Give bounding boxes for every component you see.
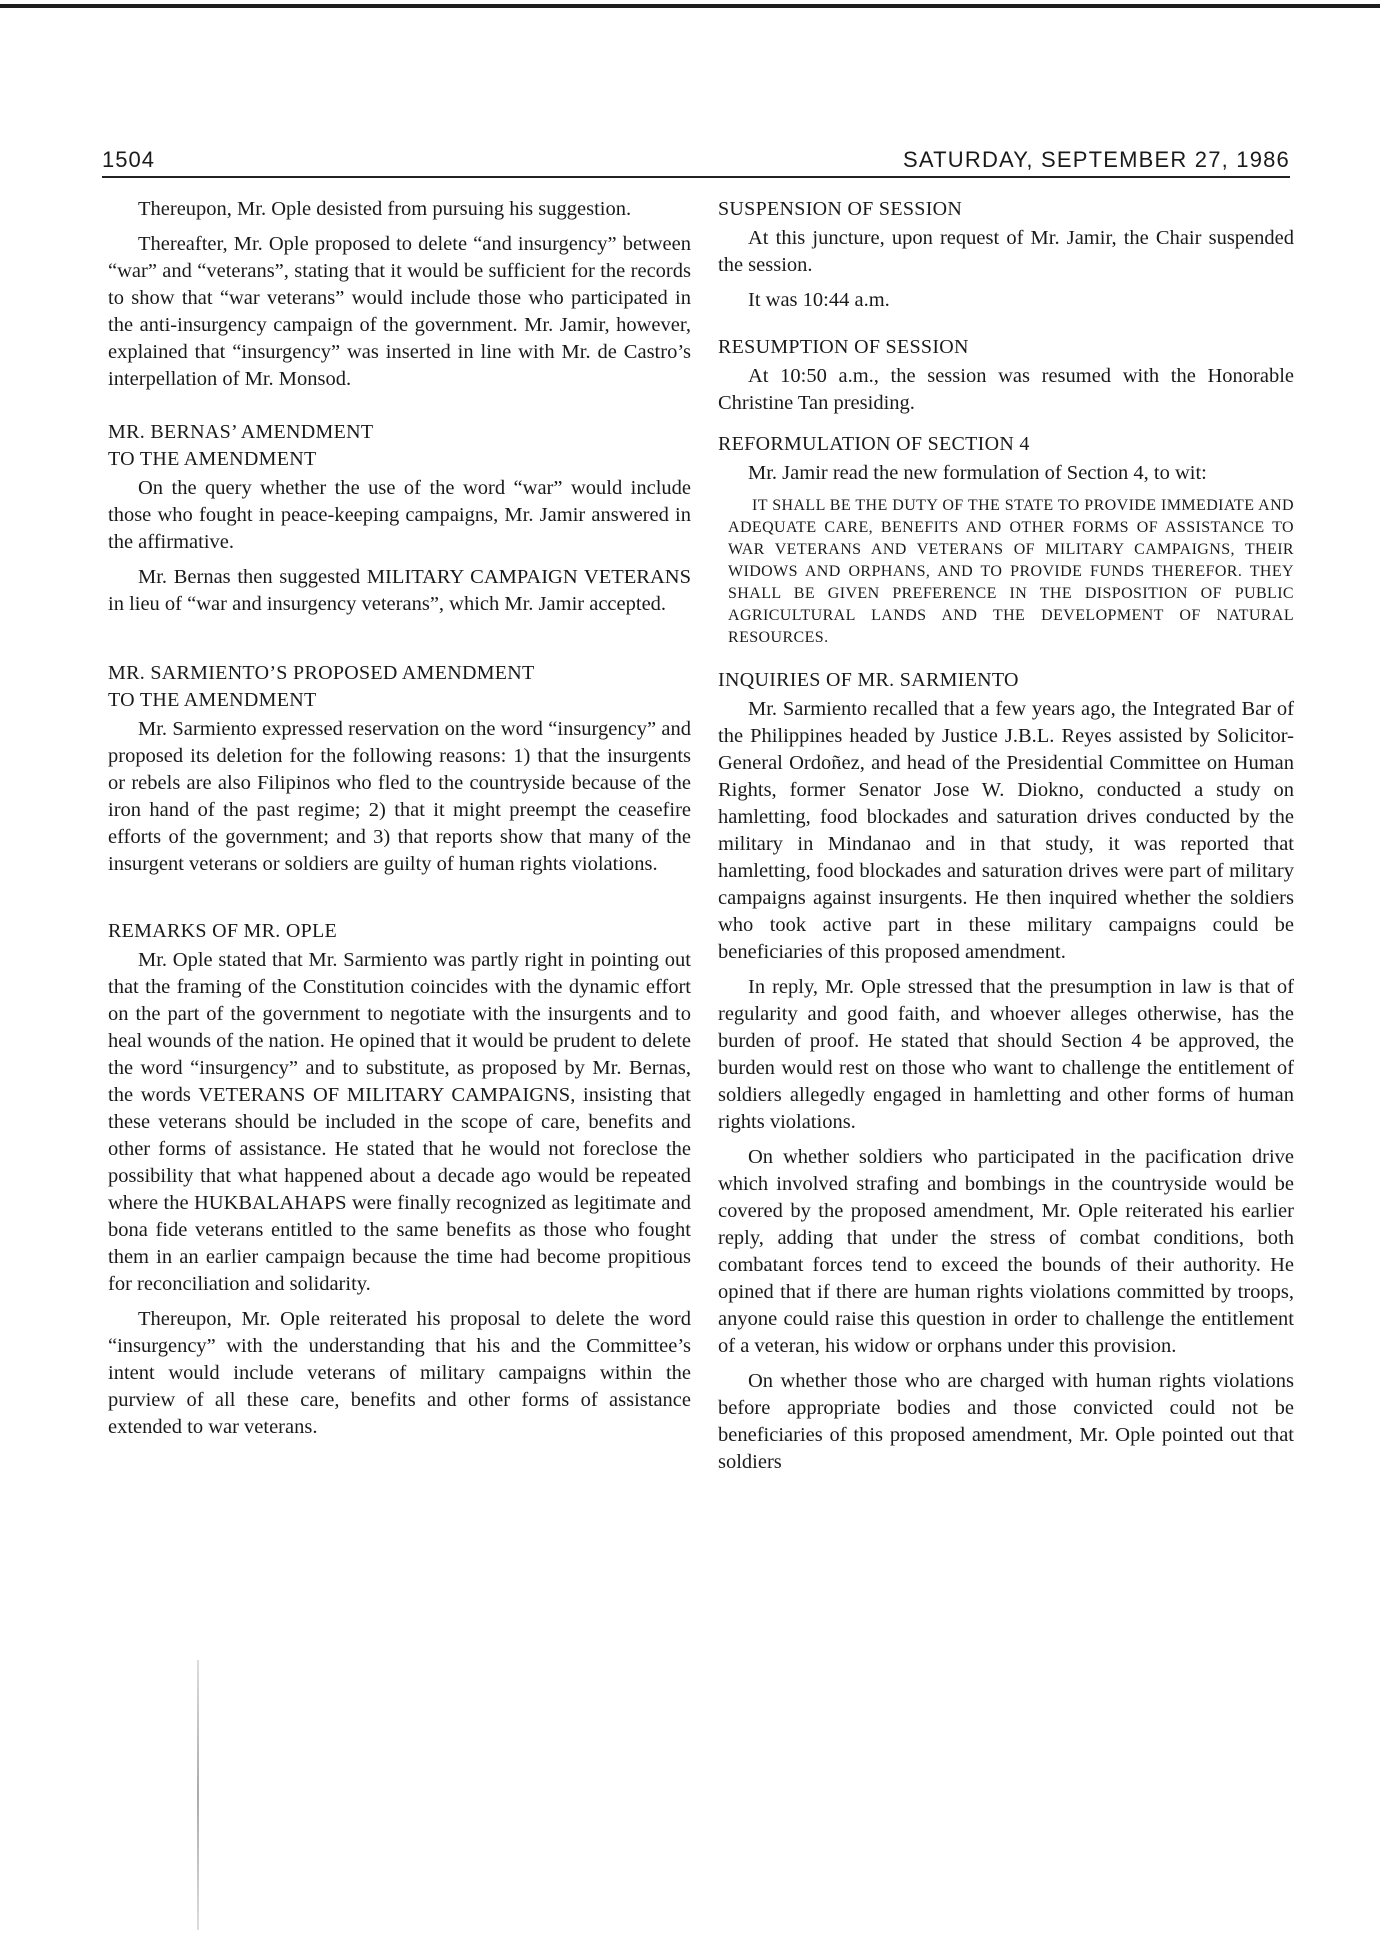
ople-remarks-paragraph-2: Thereupon, Mr. Ople reiterated his proposal to delete the word “insurgency” with the understanding that his and the Committee’s intent would include veterans of military campaigns within the purview of all these care, benefits and other forms of assistance extended to war veterans. xyxy=(108,1308,691,1438)
ople-remarks-paragraph-1: Mr. Ople stated that Mr. Sarmiento was partly right in pointing out that the framing of the Constitution coincides with the dynamic effort on the part of the government to negotiate with the insurgents and to heal wounds of the nation. He opined that it would be prudent to delete the word “insurgency” and to substitute, as proposed by Mr. Bernas, the words VETERANS OF MILITARY CAMPAIGNS, insisting that these veterans should be included in the scope of care, benefits and other forms of assistance. He stated that he would not foreclose the possibility that what happened about a decade ago would be repeated where the HUKBALAHAPS were finally recognized as legitimate and bona fide veterans entitled to the same benefits as those who fought them in an earlier campaign because the time had become propitious for reconciliation and solidarity. xyxy=(108,949,691,1295)
resumption-paragraph-1: At 10:50 a.m., the session was resumed with the Honorable Christine Tan presiding. xyxy=(718,365,1294,414)
right-column xyxy=(718,196,1294,1484)
sarmiento-amendment-paragraph-1: Mr. Sarmiento expressed reservation on the word “insurgency” and proposed its deletion for the following reasons: 1) that the insurgents or rebels are also Filipinos who fled to the countryside because of the iron hand of the past regime; 2) that it might preempt the ceasefire efforts of the government; and 3) that reports show that many of the insurgent veterans or soldiers are guilty of human rights violations. xyxy=(108,718,691,875)
resumption-heading: RESUMPTION OF SESSION xyxy=(718,336,969,358)
inquiries-paragraph-4: On whether those who are charged with human rights violations before appropriate bodies and those convicted could not be beneficiaries of this proposed amendment, Mr. Ople pointed out that soldiers xyxy=(718,1370,1294,1473)
sarmiento-amendment-heading xyxy=(108,660,691,714)
bernas-amendment-section xyxy=(108,419,691,618)
page-header xyxy=(102,142,1290,178)
header-date: SATURDAY, SEPTEMBER 27, 1986 xyxy=(903,147,1290,172)
ople-remarks-heading: REMARKS OF MR. OPLE xyxy=(108,920,338,942)
ople-remarks-section xyxy=(108,918,691,1441)
suspension-paragraph-2: It was 10:44 a.m. xyxy=(748,289,890,311)
inquiries-section xyxy=(718,667,1294,1476)
inquiries-paragraph-2: In reply, Mr. Ople stressed that the presumption in law is that of regularity and good faith, and whoever alleges otherwise, has the burden of proof. He stated that should Section 4 be approved, the burden would rest on those who want to challenge the entitlement of soldiers allegedly engaged in hamletting and other forms of human rights violations. xyxy=(718,976,1294,1133)
binding-scan-artifact xyxy=(197,1660,199,1930)
inquiries-paragraph-3: On whether soldiers who participated in the pacification drive which involved strafing and bombings in the countryside would be covered by the proposed amendment, Mr. Ople reiterated his earlier reply, adding that under the stress of combat conditions, both combatant forces tend to exceed the bounds of their authority. He opined that if there are human rights violations committed by troops, anyone could raise this question in order to challenge the entitlement of a veteran, his widow or orphans under this provision. xyxy=(718,1146,1294,1357)
bernas-heading-line-2: TO THE AMENDMENT xyxy=(108,448,317,470)
suspension-heading: SUSPENSION OF SESSION xyxy=(718,198,963,220)
bernas-paragraph-1: On the query whether the use of the word “war” would include those who fought in peace-keeping campaigns, Mr. Jamir answered in the affirmative. xyxy=(108,477,691,553)
suspension-section xyxy=(718,196,1294,314)
resumption-section xyxy=(718,334,1294,417)
reformulation-section xyxy=(718,431,1294,649)
sarmiento-heading-line-1: MR. SARMIENTO’S PROPOSED AMENDMENT xyxy=(108,662,535,684)
inquiries-heading: INQUIRIES OF MR. SARMIENTO xyxy=(718,669,1019,691)
intro-paragraph-1: Thereupon, Mr. Ople desisted from pursuing his suggestion. xyxy=(138,198,632,220)
bernas-paragraph-2: Mr. Bernas then suggested MILITARY CAMPAIGN VETERANS in lieu of “war and insurgency veterans”, which Mr. Jamir accepted. xyxy=(108,566,691,615)
section-4-quote: IT SHALL BE THE DUTY OF THE STATE TO PROVIDE IMMEDIATE AND ADEQUATE CARE, BENEFITS AND OTHER FORMS OF ASSISTANCE TO WAR VETERANS AND VETERANS OF MILITARY CAMPAIGNS, THEIR WIDOWS AND ORPHANS, AND TO PROVIDE FUNDS THEREFOR. THEY SHALL BE GIVEN PREFERENCE IN THE DISPOSITION OF PUBLIC AGRICULTURAL LANDS AND THE DEVELOPMENT OF NATURAL RESOURCES. xyxy=(728,497,1294,646)
intro-section xyxy=(108,196,691,393)
intro-paragraph-2: Thereafter, Mr. Ople proposed to delete “and insurgency” between “war” and “veterans”, stating that it would be sufficient for the records to show that “war veterans” would include those who participated in the anti-insurgency campaign of the government. Mr. Jamir, however, explained that “insurgency” was inserted in line with Mr. de Castro’s interpellation of Mr. Monsod. xyxy=(108,233,691,390)
sarmiento-heading-line-2: TO THE AMENDMENT xyxy=(108,689,317,711)
suspension-paragraph-1: At this juncture, upon request of Mr. Jamir, the Chair suspended the session. xyxy=(718,227,1294,276)
bernas-heading-line-1: MR. BERNAS’ AMENDMENT xyxy=(108,421,374,443)
bernas-heading xyxy=(108,419,691,473)
left-column xyxy=(108,196,691,1449)
inquiries-paragraph-1: Mr. Sarmiento recalled that a few years ago, the Integrated Bar of the Philippines headed by Justice J.B.L. Reyes assisted by Solicitor-General Ordoñez, and head of the Presidential Committee on Human Rights, former Senator Jose W. Diokno, conducted a study on hamletting, food blockades and saturation drives conducted by the military in Mindanao and in that study, it was reported that hamletting, food blockades and saturation drives were part of military campaigns against insurgents. He then inquired whether the soldiers who took active part in these military campaigns could be beneficiaries of this proposed amendment. xyxy=(718,698,1294,963)
reformulation-paragraph-1: Mr. Jamir read the new formulation of Section 4, to wit: xyxy=(748,462,1207,484)
reformulation-heading: REFORMULATION OF SECTION 4 xyxy=(718,433,1030,455)
sarmiento-amendment-section xyxy=(108,660,691,878)
page-number: 1504 xyxy=(102,147,155,172)
top-border-rule xyxy=(0,4,1380,8)
